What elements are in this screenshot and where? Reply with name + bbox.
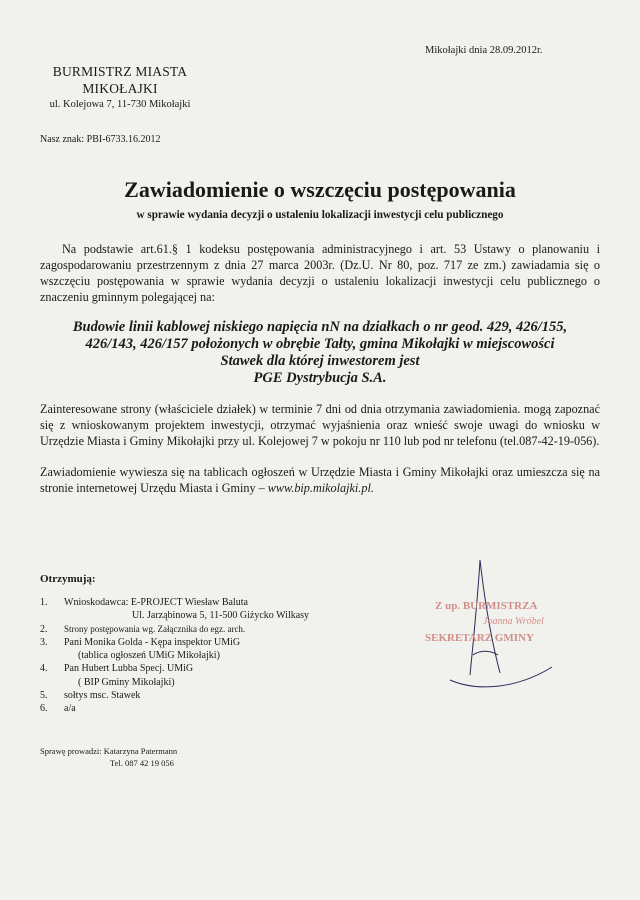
official-stamp <box>425 600 575 660</box>
investment-line3: Stawek dla której inwestorem jest <box>220 353 420 369</box>
recipient-number: 6. <box>40 703 48 715</box>
preparer-name: Sprawę prowadzi: Katarzyna Patermann <box>40 746 178 756</box>
preparer-info <box>40 745 177 769</box>
recipient-number: 5. <box>40 690 48 702</box>
recipient-item <box>40 636 420 663</box>
document-date: Mikołajki dnia 28.09.2012r. <box>425 45 543 56</box>
recipient-item <box>40 702 420 715</box>
recipient-line1: Pan Hubert Lubba Specj. UMiG <box>64 663 194 675</box>
issuer-block <box>40 63 200 112</box>
recipient-line1: Pani Monika Golda - Kępa inspektor UMiG <box>64 636 241 648</box>
recipient-item <box>40 662 420 689</box>
recipient-line1: Strony postępowania wg. Załącznika do egz. arch. <box>64 623 246 634</box>
publication-text: Zawiadomienie wywiesza się na tablicach ogłoszeń w Urzędzie Miasta i Gminy Mikołajki oraz umieszcza się na stronie internetowej Urzędu Miasta i Gminy – <box>40 465 600 495</box>
recipient-number: 2. <box>40 623 48 635</box>
recipient-item <box>40 596 420 623</box>
recipient-line1: Wnioskodawca: E-PROJECT Wiesław Baluta <box>64 597 248 608</box>
paragraph-publication <box>40 464 600 496</box>
recipient-number: 4. <box>40 663 48 675</box>
recipient-line2: Ul. Jarząbinowa 5, 11-500 Giżycko Wilkasy <box>132 610 310 622</box>
preparer-phone: Tel. 087 42 19 056 <box>110 758 174 768</box>
paragraph-legal-basis: Na podstawie art.61.§ 1 kodeksu postępowania administracyjnego i art. 53 Ustawy o planowaniu i zagospodarowaniu przestrzennym z dnia 27 marca 2003r. (Dz.U. Nr 80, poz. 717 ze zm.) zawiadamia się o wszczęciu postępowania w sprawie wydania decyzji o ustaleniu lokalizacji inwestycji celu publicznego o znaczeniu gminnym polegającej na: <box>40 242 600 304</box>
investment-line4: PGE Dystrybucja S.A. <box>253 370 387 386</box>
recipient-item <box>40 689 420 702</box>
stamp-line1: Z up. BURMISTRZA <box>435 600 538 612</box>
stamp-line2: Joanna Wróbel <box>483 616 544 627</box>
recipient-line2: ( BIP Gminy Mikołajki) <box>78 676 175 688</box>
reference-number: Nasz znak: PBI-6733.16.2012 <box>40 134 161 145</box>
issuer-line1: BURMISTRZ MIASTA <box>52 64 188 79</box>
investment-description <box>40 319 600 387</box>
investment-line2: 426/143, 426/157 położonych w obrębie Tałty, gmina Mikołajki w miejscowości <box>85 336 555 352</box>
recipient-line1: sołtys msc. Stawek <box>64 690 141 702</box>
recipients-list <box>40 596 420 716</box>
recipient-line2: (tablica ogłoszeń UMiG Mikołajki) <box>78 650 220 662</box>
document-subtitle: w sprawie wydania decyzji o ustaleniu lokalizacji inwestycji celu publicznego <box>136 209 504 221</box>
recipient-item <box>40 623 420 636</box>
recipient-number: 3. <box>40 636 48 648</box>
paragraph-parties: Zainteresowane strony (właściciele działek) w terminie 7 dni od dnia otrzymania zawiadomienia. mogą zapoznać się z wnioskowanym projektem inwestycji, otrzymać wyjaśnienia oraz wnieść swoje uwagi do wniosku w Urzędzie Miasta i Gminy Mikołajki przy ul. Kolejowej 7 w pokoju nr 110 lub pod nr telefonu (tel.087-42-19-056). <box>40 402 600 448</box>
recipient-line1: a/a <box>64 703 76 715</box>
investment-line1: Budowie linii kablowej niskiego napięcia nN na działkach o nr geod. 429, 426/155, <box>72 319 568 335</box>
issuer-address: ul. Kolejowa 7, 11-730 Mikołajki <box>49 99 191 110</box>
website-link[interactable]: www.bip.mikolajki.pl. <box>267 481 374 495</box>
recipient-number: 1. <box>40 597 48 608</box>
issuer-line2: MIKOŁAJKI <box>82 81 158 96</box>
document-title: Zawiadomienie o wszczęciu postępowania <box>124 177 516 202</box>
recipients-heading: Otrzymują: <box>40 573 96 585</box>
stamp-line3: SEKRETARZ GMINY <box>425 632 534 644</box>
